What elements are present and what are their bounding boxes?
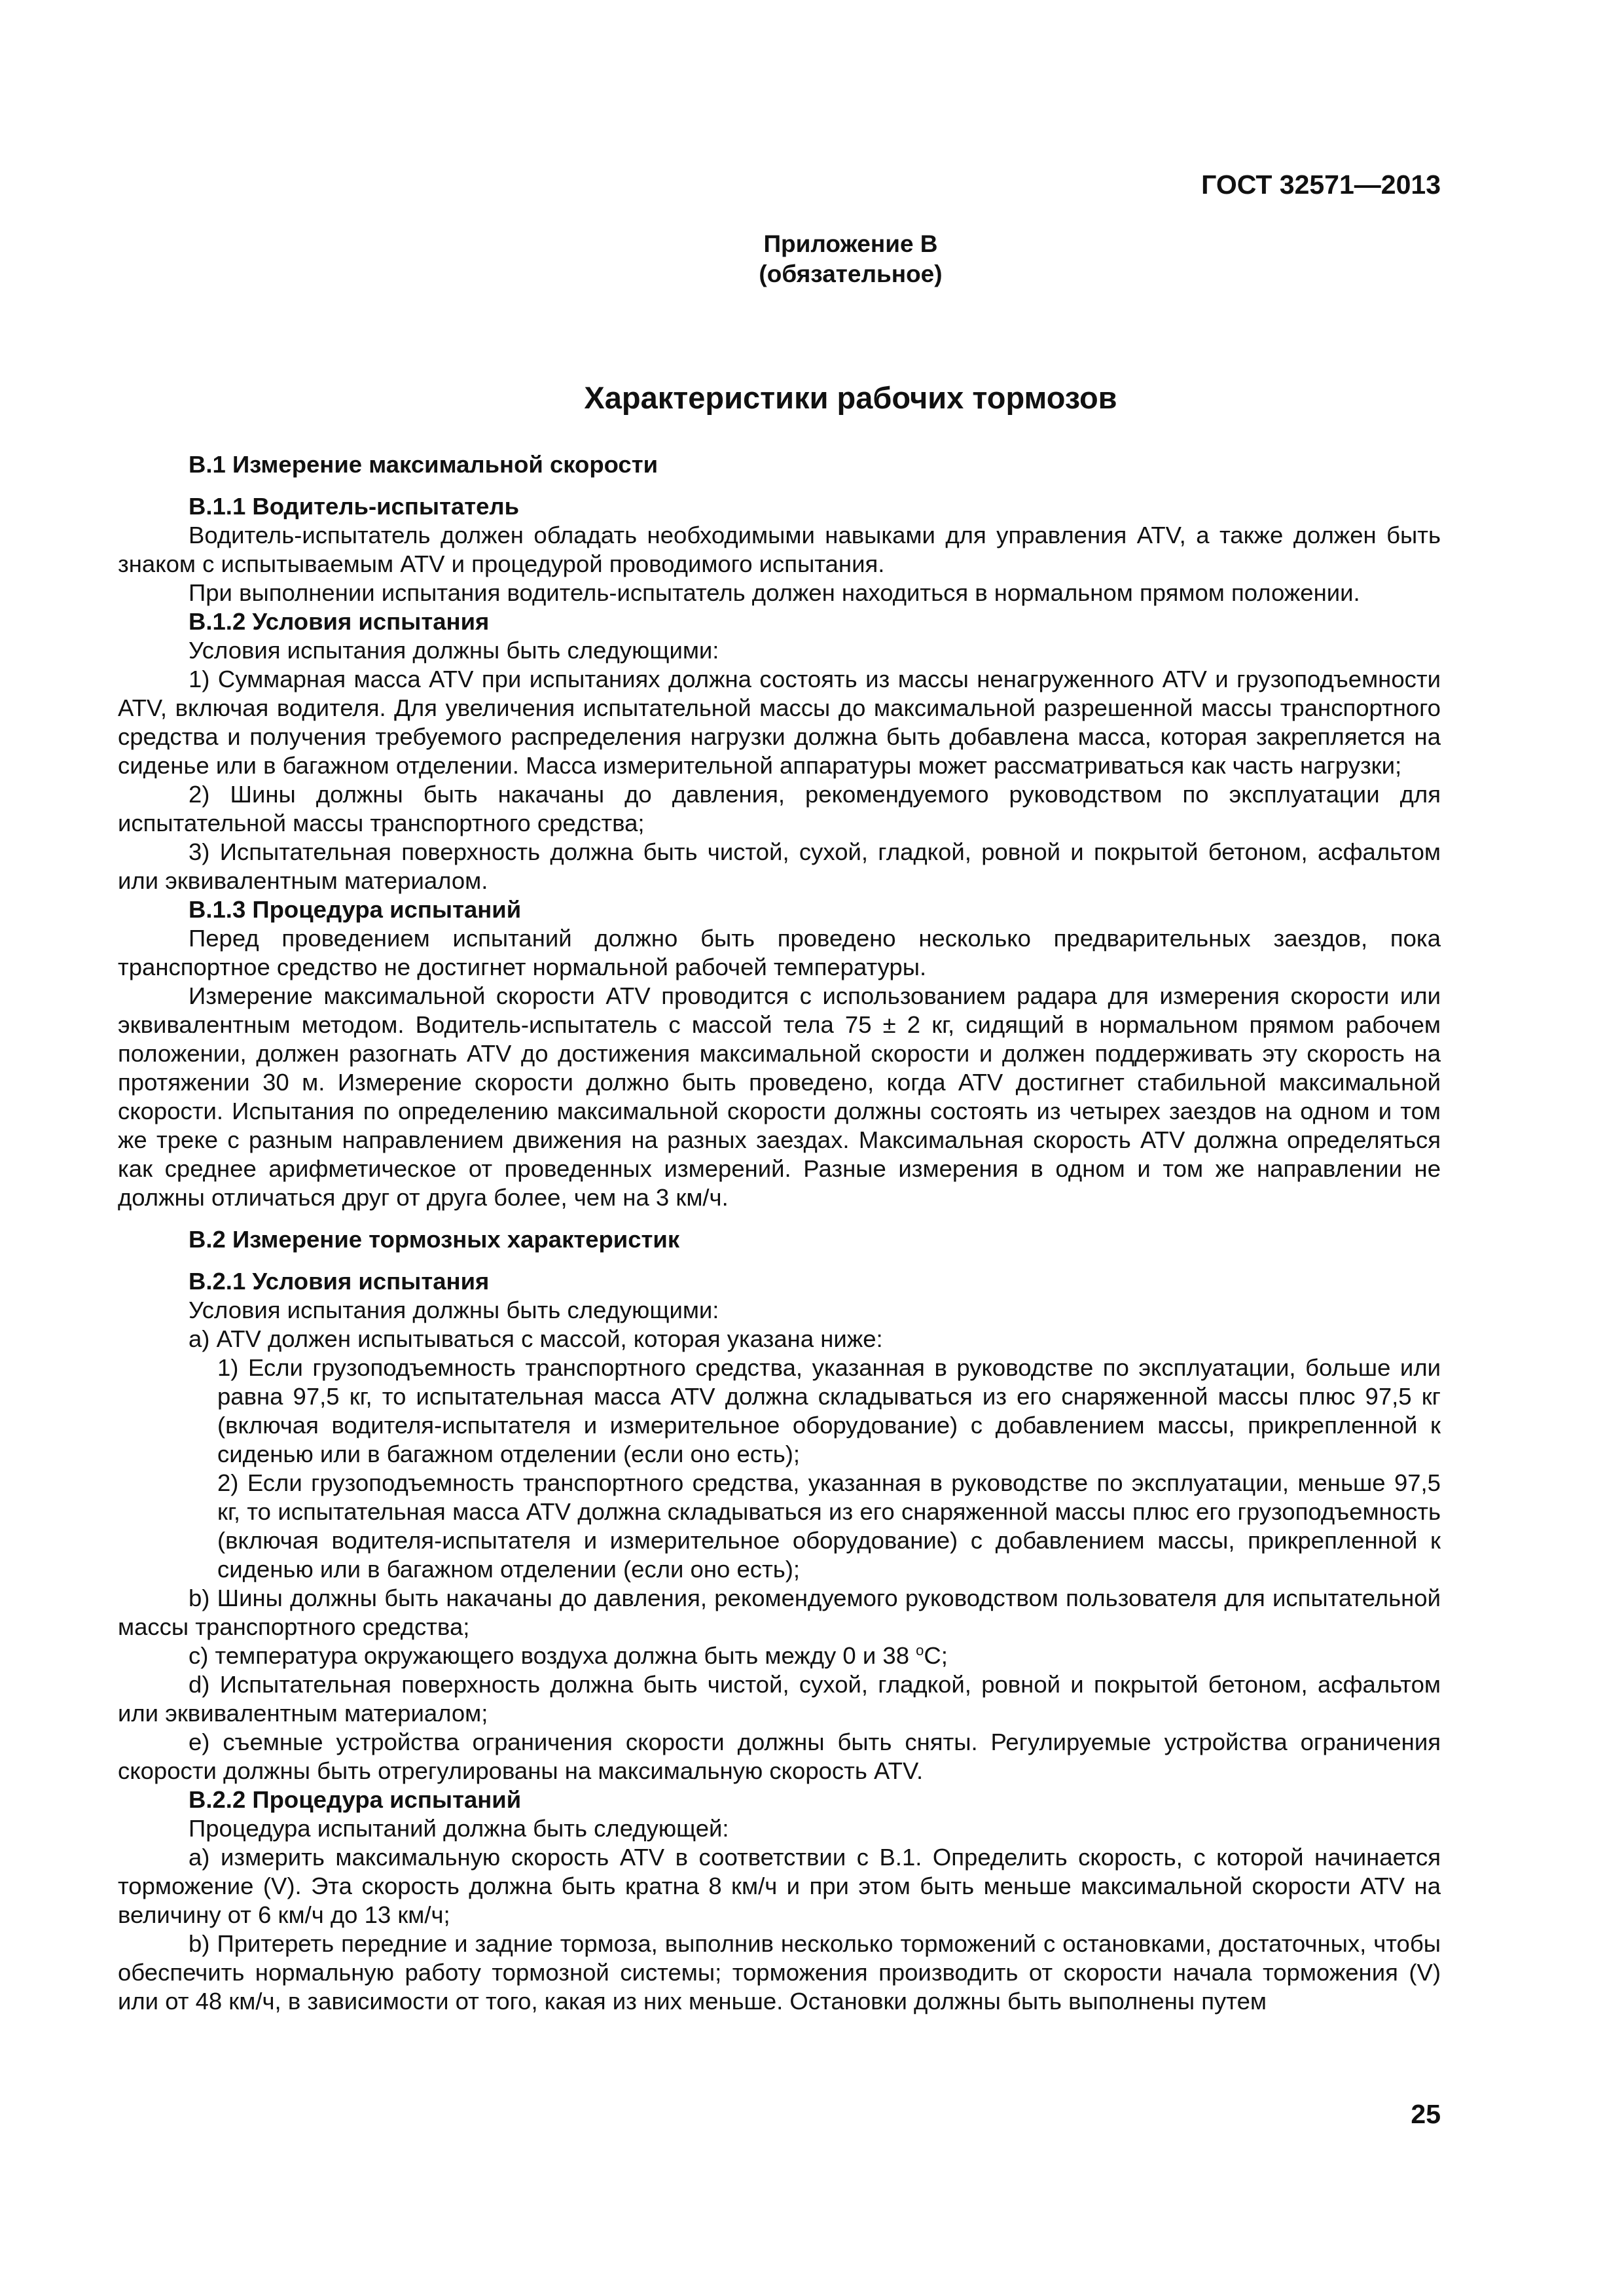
section-heading-b1: В.1 Измерение максимальной скорости — [189, 451, 659, 478]
section-heading-b11: В.1.1 Водитель-испытатель — [189, 493, 520, 520]
list-item: b) Притереть передние и задние тормоза, выполнив несколько торможений с остановками, достаточных, чтобы обеспечить нормальную работу тормозной системы; торможения производить от скорости начала торможения (V) или от 48 км/ч, в зависимости от того, какая из них меньше. Остановки должны быть выполнены путем — [118, 1930, 1441, 2015]
paragraph: Измерение максимальной скорости ATV проводится с использованием радара для измерения скорости или эквивалентным методом. Водитель-испытатель с массой тела 75 ± 2 кг, сидящий в нормальном прямом рабочем положении, должен разогнать ATV до достижения максимальной скорости и должен поддерживать эту скорость на протяжении 30 м. Измерение скорости должно быть проведено, когда ATV достигнет стабильной максимальной скорости. Испытания по определению максимальной скорости должны состоять из четырех заездов на одном и том же треке с разным направлением движения на разных заездах. Максимальная скорость ATV должна определяться как среднее арифметическое от проведенных измерений. Разные измерения в одном и том же направлении не должны отличаться друг от друга более, чем на 3 км/ч. — [118, 982, 1441, 1211]
appendix-status: (обязательное) — [759, 260, 943, 287]
list-item: 3) Испытательная поверхность должна быть чистой, сухой, гладкой, ровной и покрытой бетоном, асфальтом или эквивалентным материалом. — [118, 838, 1441, 894]
section-heading-b12: В.1.2 Условия испытания — [189, 608, 490, 635]
document-body — [118, 450, 1441, 2016]
paragraph: Условия испытания должны быть следующими: — [189, 1297, 719, 1323]
text: С; — [924, 1642, 948, 1669]
paragraph: Водитель-испытатель должен обладать необходимыми навыками для управления ATV, а также должен быть знаком с испытываемым ATV и процедурой проводимого испытания. — [118, 522, 1441, 577]
section-heading-b13: В.1.3 Процедура испытаний — [189, 896, 522, 923]
text: c) температура окружающего воздуха должна быть между 0 и 38 — [189, 1642, 916, 1669]
list-item: b) Шины должны быть накачаны до давления, рекомендуемого руководством пользователя для испытательной массы транспортного средства; — [118, 1585, 1441, 1640]
document-id: ГОСТ 32571—2013 — [1201, 170, 1441, 200]
degree-sign: о — [916, 1641, 924, 1659]
appendix-label: Приложение В — [763, 230, 938, 257]
paragraph: Процедура испытаний должна быть следующей: — [189, 1815, 729, 1842]
paragraph: При выполнении испытания водитель-испытатель должен находиться в нормальном прямом положении. — [189, 579, 1360, 606]
list-item: а) измерить максимальную скорость ATV в соответствии с В.1. Определить скорость, с которой начинается торможение (V). Эта скорость должна быть кратна 8 км/ч и при этом быть меньше максимальной скорости ATV на величину от 6 км/ч до 13 км/ч; — [118, 1844, 1441, 1928]
list-item — [118, 1641, 1441, 1670]
list-item: 1) Суммарная масса ATV при испытаниях должна состоять из массы ненагруженного ATV и грузоподъемности ATV, включая водителя. Для увеличения испытательной массы до максимальной разрешенной массы транспортного средства и получения требуемого распределения нагрузки должна быть добавлена масса, которая закрепляется на сиденье или в багажном отделении. Масса измерительной аппаратуры может рассматриваться как часть нагрузки; — [118, 666, 1441, 779]
list-item: d) Испытательная поверхность должна быть чистой, сухой, гладкой, ровной и покрытой бетоном, асфальтом или эквивалентным материалом; — [118, 1671, 1441, 1727]
list-item: а) ATV должен испытываться с массой, которая указана ниже: — [189, 1325, 883, 1352]
list-subitem: 2) Если грузоподъемность транспортного средства, указанная в руководстве по эксплуатации, меньше 97,5 кг, то испытательная масса ATV должна складываться из его снаряженной массы плюс его грузоподъемность (включая водителя-испытателя и измерительное оборудование) с добавлением массы, прикрепленной к сиденью или в багажном отделении (если оно есть); — [217, 1469, 1441, 1583]
list-item: e) съемные устройства ограничения скорости должны быть сняты. Регулируемые устройства ограничения скорости должны быть отрегулированы на максимальную скорость ATV. — [118, 1729, 1441, 1784]
page-title: Характеристики рабочих тормозов — [584, 380, 1117, 415]
appendix-heading — [0, 229, 1624, 289]
list-subitem: 1) Если грузоподъемность транспортного средства, указанная в руководстве по эксплуатации, больше или равна 97,5 кг, то испытательная масса ATV должна складываться из его снаряженной массы плюс 97,5 кг (включая водителя-испытателя и измерительное оборудование) с добавлением массы, прикрепленной к сиденью или в багажном отделении (если оно есть); — [217, 1354, 1441, 1467]
list-item: 2) Шины должны быть накачаны до давления, рекомендуемого руководством по эксплуатации для испытательной массы транспортного средства; — [118, 781, 1441, 836]
section-heading-b21: В.2.1 Условия испытания — [189, 1268, 490, 1295]
section-heading-b2: В.2 Измерение тормозных характеристик — [189, 1226, 680, 1253]
paragraph: Перед проведением испытаний должно быть проведено несколько предварительных заездов, пока транспортное средство не достигнет нормальной рабочей температуры. — [118, 925, 1441, 980]
section-heading-b22: В.2.2 Процедура испытаний — [189, 1786, 522, 1813]
paragraph: Условия испытания должны быть следующими: — [189, 637, 719, 664]
page-number: 25 — [1411, 2099, 1441, 2129]
